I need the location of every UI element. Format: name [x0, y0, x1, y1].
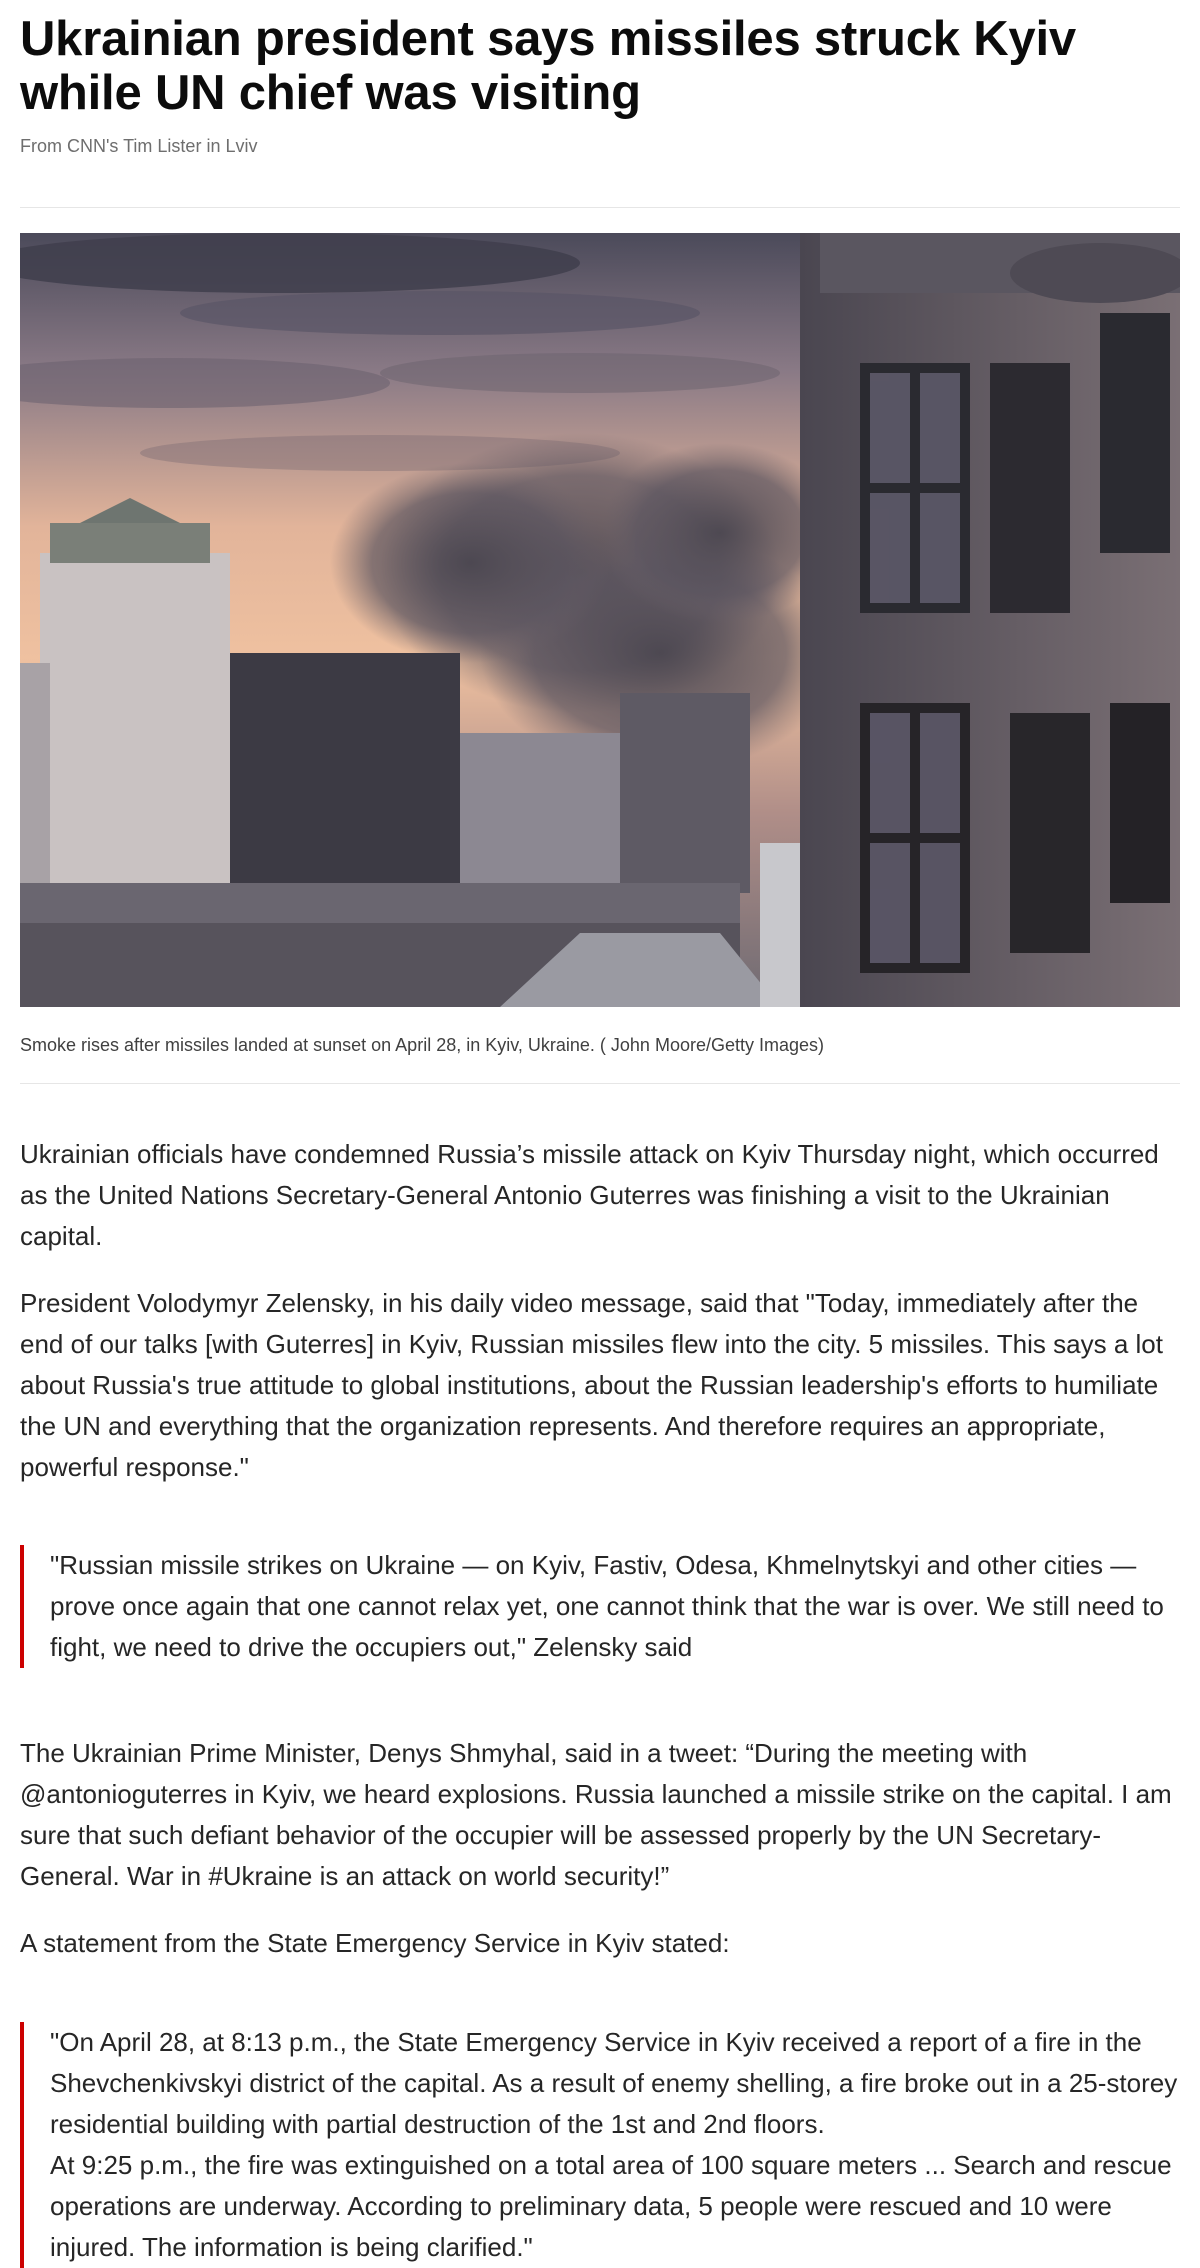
- quote-text: "Russian missile strikes on Ukraine — on Kyiv, Fastiv, Odesa, Khmelnytskyi and other cities — prove once again that one cannot relax yet, one cannot think that the war is over. We still need to fight, we need to drive the occupiers out," Zelensky said: [50, 1550, 1164, 1662]
- byline: From CNN's Tim Lister in Lviv: [20, 136, 258, 156]
- article-photo[interactable]: [20, 233, 1180, 1007]
- photo-kyiv-smoke: [20, 233, 1180, 1007]
- article-body: [20, 1134, 1180, 2268]
- quote-text: At 9:25 p.m., the fire was extinguished on a total area of 100 square meters ... Search and rescue operations are underway. According to preliminary data, 5 people were rescued and 10 were injured. The information is being clarified.": [50, 2150, 1172, 2262]
- paragraph: The Ukrainian Prime Minister, Denys Shmyhal, said in a tweet: “During the meeting with @antonioguterres in Kyiv, we heard explosions. Russia launched a missile strike on the capital. I am sure that such defiant behavior of the occupier will be assessed properly by the UN Secretary-General. War in #Ukraine is an attack on world security!”: [20, 1738, 1172, 1891]
- headline: Ukrainian president says missiles struck Kyiv while UN chief was visiting: [20, 12, 1076, 120]
- article: [20, 0, 1180, 2268]
- paragraph: President Volodymyr Zelensky, in his daily video message, said that "Today, immediately after the end of our talks [with Guterres] in Kyiv, Russian missiles flew into the city. 5 missiles. This says a lot about Russia's true attitude to global institutions, about the Russian leadership's efforts to humiliate the UN and everything that the organization represents. And therefore requires an appropriate, powerful response.": [20, 1288, 1163, 1482]
- divider-top: [20, 207, 1180, 208]
- blockquote-zelensky: [20, 1545, 1180, 1668]
- paragraph: Ukrainian officials have condemned Russia’s missile attack on Kyiv Thursday night, which occurred as the United Nations Secretary-General Antonio Guterres was finishing a visit to the Ukrainian capital.: [20, 1139, 1159, 1251]
- divider-bottom: [20, 1083, 1180, 1084]
- paragraph: A statement from the State Emergency Service in Kyiv stated:: [20, 1928, 730, 1958]
- photo-caption: Smoke rises after missiles landed at sunset on April 28, in Kyiv, Ukraine. ( John Moore/Getty Images): [20, 1035, 825, 1055]
- blockquote-emergency-service: [20, 2022, 1180, 2268]
- quote-text: "On April 28, at 8:13 p.m., the State Emergency Service in Kyiv received a report of a fire in the Shevchenkivskyi district of the capital. As a result of enemy shelling, a fire broke out in a 25-storey residential building with partial destruction of the 1st and 2nd floors.: [50, 2027, 1178, 2139]
